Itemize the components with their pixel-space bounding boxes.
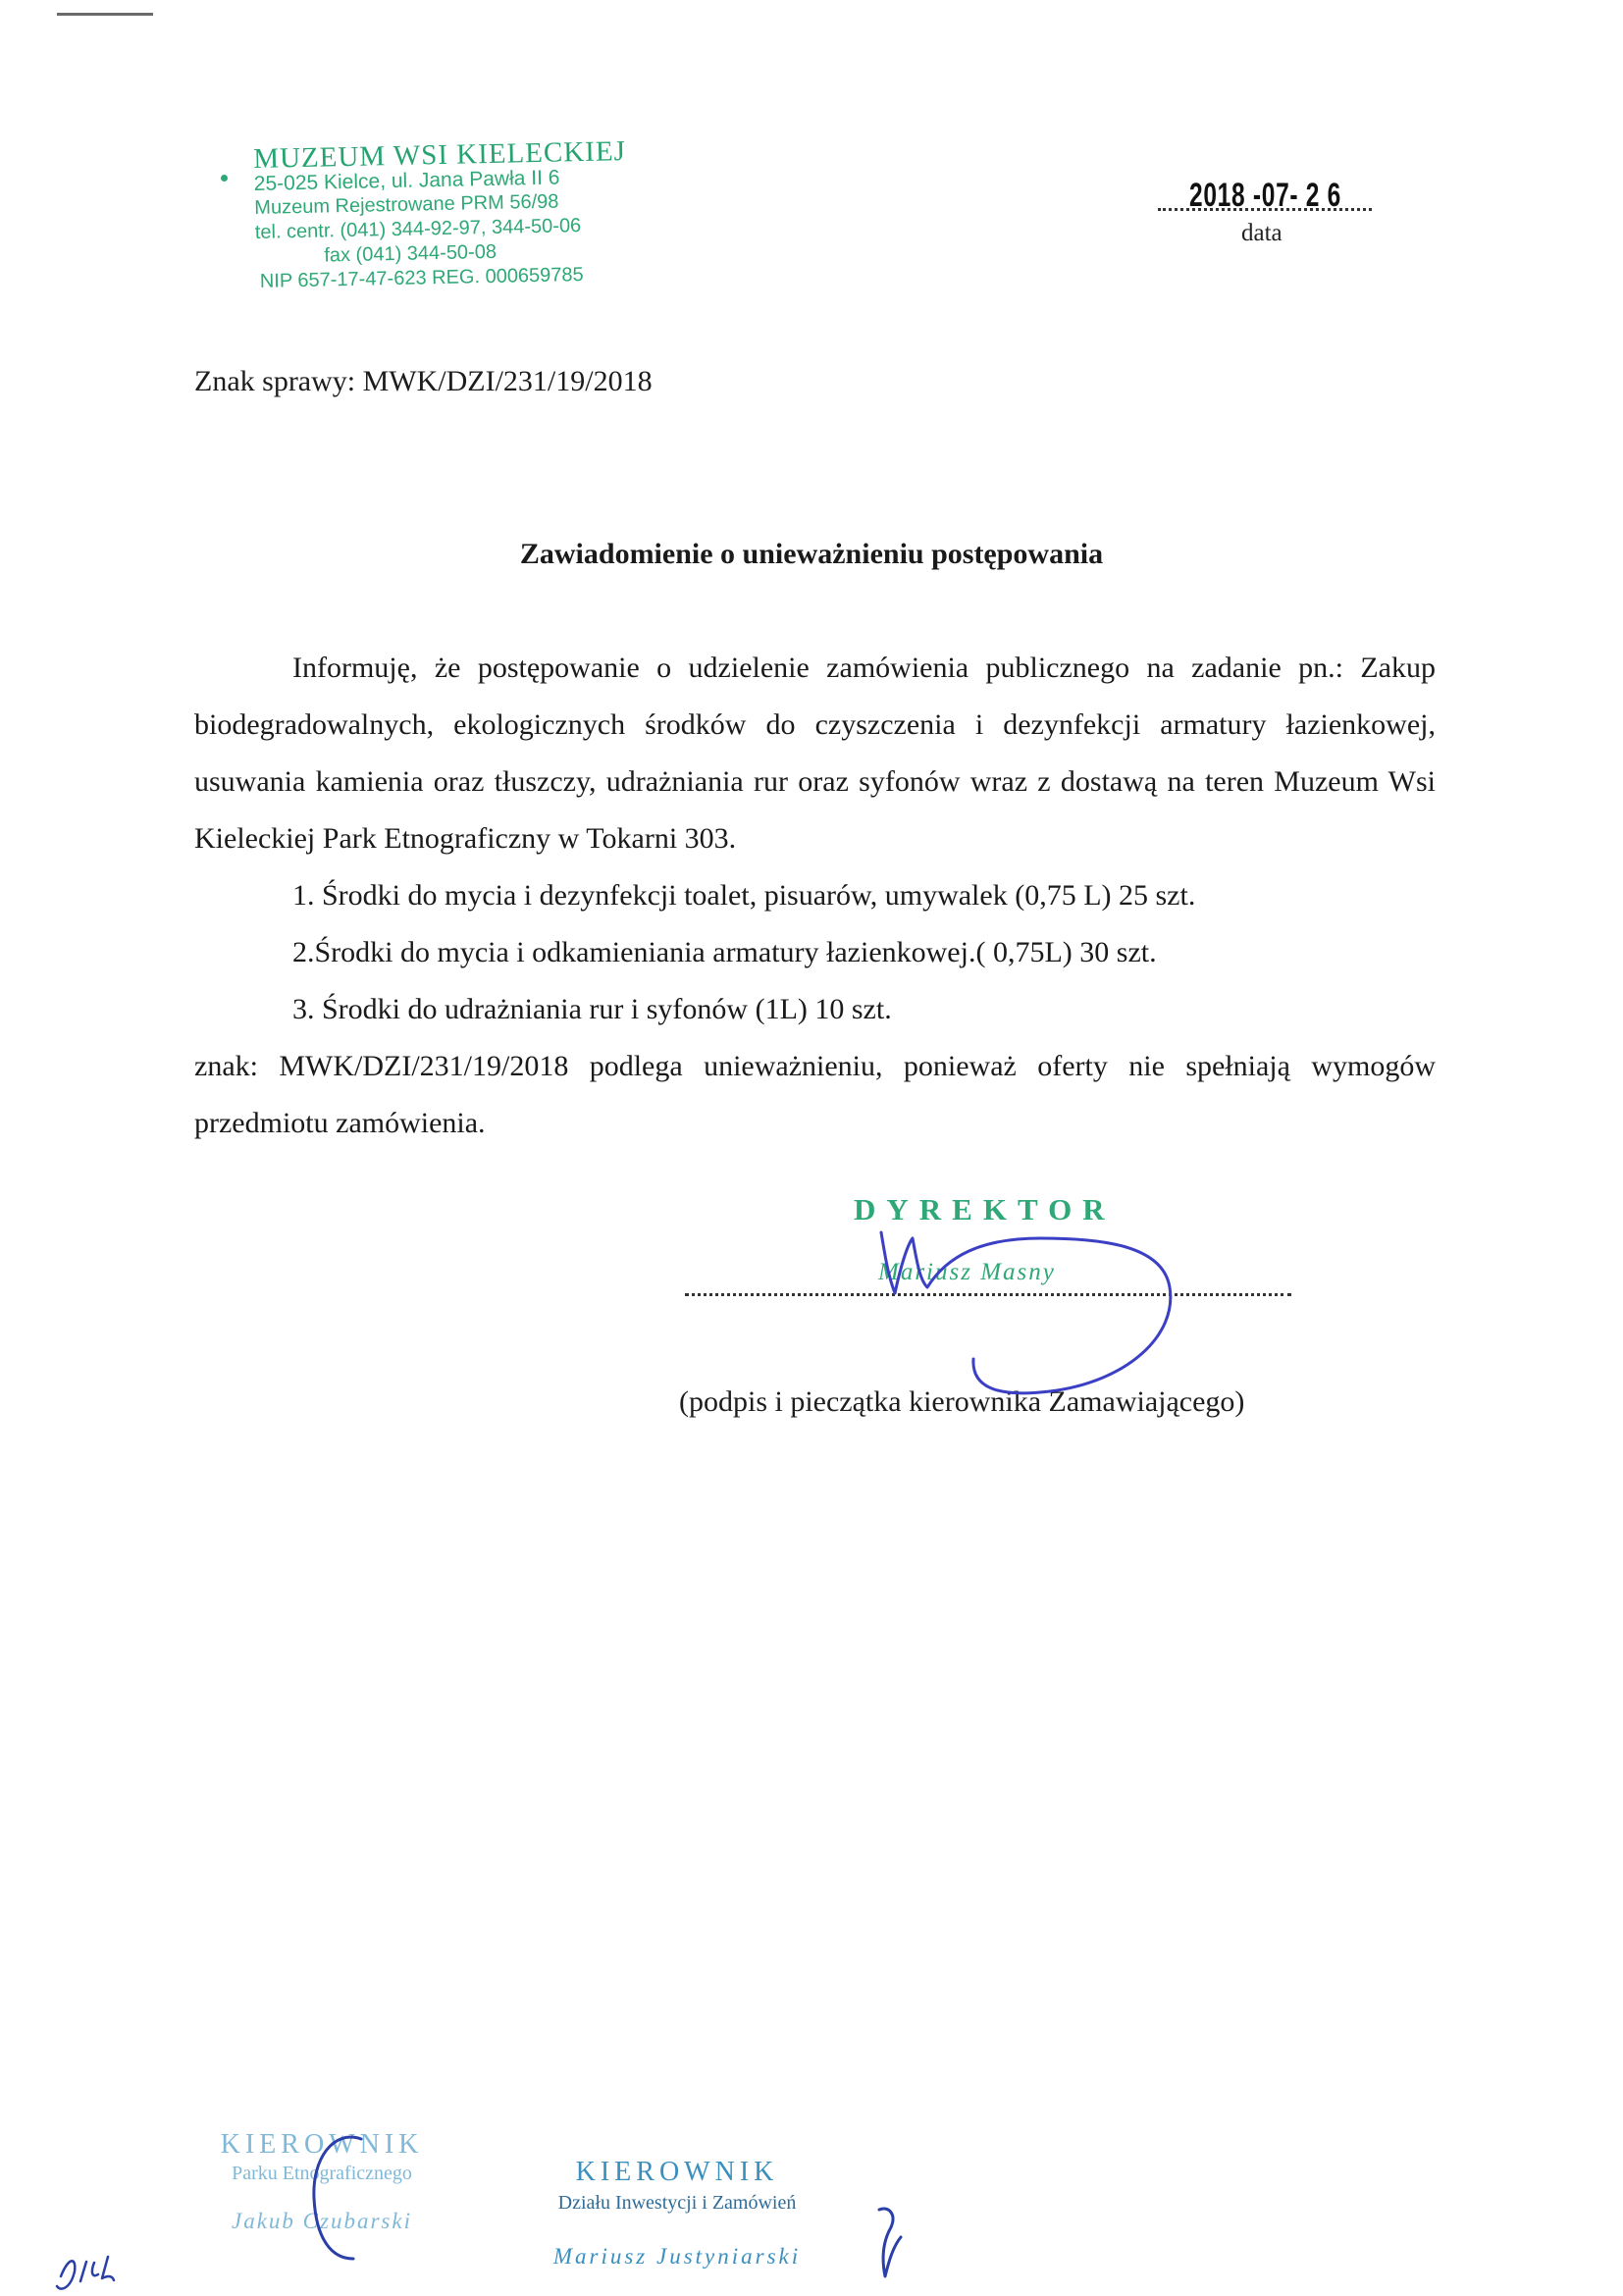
stamp-line-phone: tel. centr. (041) 344-92-97, 344-50-06	[254, 215, 582, 243]
director-stamp-title: DYREKTOR	[854, 1192, 1116, 1226]
museum-header-stamp	[252, 135, 629, 294]
top-edge-mark	[57, 13, 153, 16]
date-label: data	[1241, 220, 1283, 246]
investment-manager-stamp	[510, 2157, 844, 2270]
list-item: 2.Środki do mycia i odkamieniania armatury łazienkowej.( 0,75L) 30 szt.	[292, 936, 1157, 968]
stamp-line-nip: NIP 657-17-47-623 REG. 000659785	[259, 263, 584, 292]
document-title: Zawiadomienie o unieważnieniu postępowania	[519, 538, 1104, 570]
stamp-line-name: MUZEUM WSI KIELECKIEJ	[252, 135, 627, 175]
stamp-line-registry: Muzeum Rejestrowane PRM 56/98	[254, 190, 559, 219]
stamp-line-fax: fax (041) 344-50-08	[324, 240, 497, 267]
stamp-name: Mariusz Justyniarski	[552, 2244, 802, 2269]
investment-manager-signature	[879, 2209, 901, 2276]
stamp-dot	[221, 175, 228, 182]
stamp-name: Jakub Czubarski	[232, 2209, 412, 2233]
stamp-title: KIEROWNIK	[220, 2129, 424, 2160]
signature-dotted-line	[685, 1293, 1291, 1296]
initials-mark	[57, 2257, 114, 2289]
case-reference: Znak sprawy: MWK/DZI/231/19/2018	[194, 365, 653, 397]
stamp-subtitle: Parku Etnograficznego	[232, 2163, 412, 2184]
document-body	[194, 640, 1436, 1152]
park-manager-stamp	[175, 2129, 469, 2234]
list-item: 1. Środki do mycia i dezynfekcji toalet, pisuarów, umywalek (0,75 L) 25 szt.	[292, 879, 1196, 912]
body-intro: Informuję, że postępowanie o udzielenie zamówienia publicznego na zadanie pn.: Zakup biodegradowalnych, ekologicznych środków do czyszczenia i dezynfekcji armatury łazienkowej, usuwania kamienia oraz tłuszczy, udrażniania rur oraz syfonów wraz z dostawą na teren Muzeum Wsi Kieleckiej Park Etnograficzny w Tokarni 303.	[194, 652, 1436, 855]
date-stamp: 2018 -07- 2 6	[1189, 177, 1341, 214]
director-stamp-name: Mariusz Masny	[878, 1259, 1056, 1285]
list-item: 3. Środki do udrażniania rur i syfonów (1L) 10 szt.	[292, 993, 892, 1025]
body-closing: znak: MWK/DZI/231/19/2018 podlega unieważnieniu, ponieważ oferty nie spełniają wymogów przedmiotu zamówienia.	[194, 1050, 1436, 1139]
signature-caption: (podpis i pieczątka kierownika Zamawiającego)	[679, 1385, 1245, 1418]
director-signature	[881, 1232, 1171, 1393]
stamp-subtitle: Działu Inwestycji i Zamówień	[557, 2192, 797, 2214]
date-dotted-line	[1158, 208, 1372, 211]
stamp-line-address: 25-025 Kielce, ul. Jana Pawła II 6	[253, 166, 560, 195]
stamp-title: KIEROWNIK	[575, 2157, 779, 2187]
